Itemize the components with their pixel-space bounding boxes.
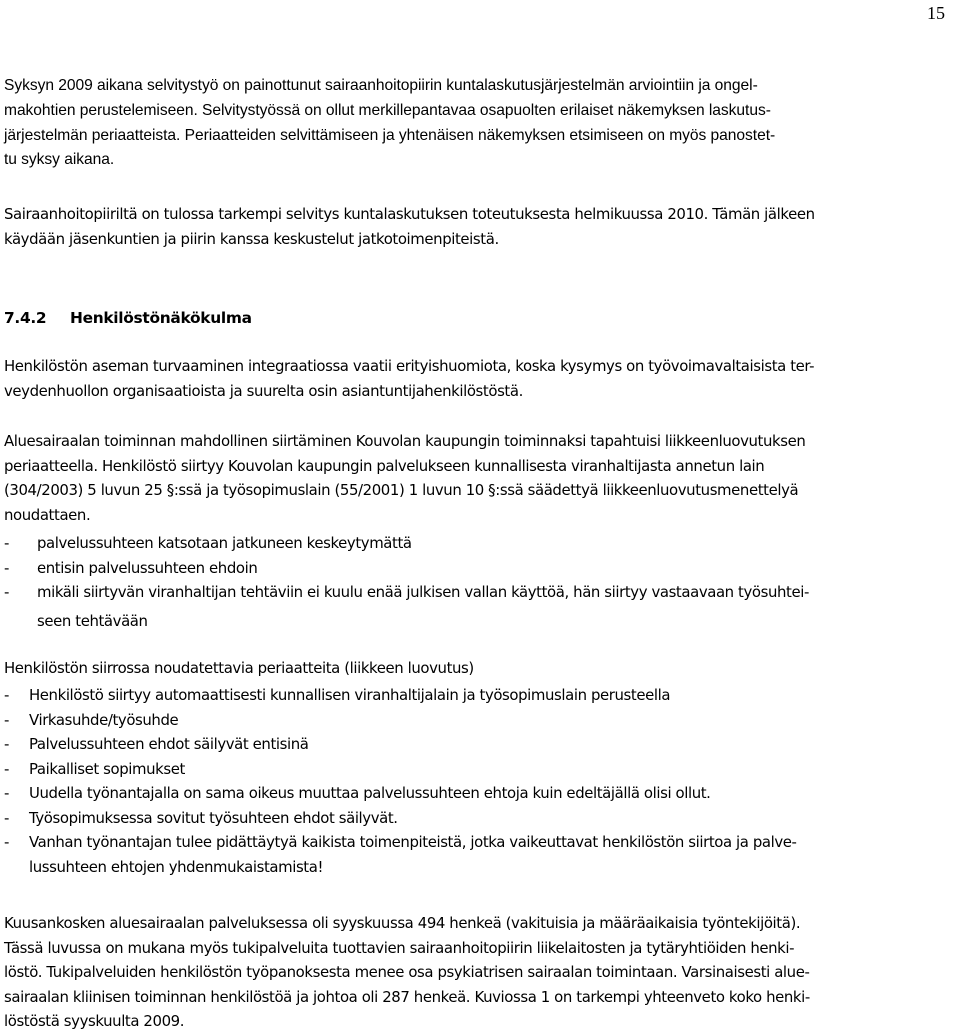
text-line: Tässä luvussa on mukana myös tukipalveluita tuottavien sairaanhoitopiirin liikelaitosten ja tytäryhtiöiden henki- <box>4 938 795 957</box>
paragraph-staff-count <box>4 911 810 1034</box>
section-heading <box>4 306 252 330</box>
text-line: periaatteella. Henkilöstö siirtyy Kouvolan kaupungin palvelukseen kunnallisesta viranhaltijasta annetun lain <box>4 456 765 475</box>
list-item <box>4 580 809 609</box>
list-dash: - <box>4 735 9 753</box>
list-item-text: Työsopimuksessa sovitut työsuhteen ehdot säilyvät. <box>29 808 398 827</box>
text-line: löstö. Tukipalveluiden henkilöstön työpanoksesta menee osa psykiatrisen sairaalan toimintaan. Varsinaisesti alue- <box>4 963 810 981</box>
list-item-text: Henkilöstö siirtyy automaattisesti kunnallisen viranhaltijalain ja työsopimuslain perusteella <box>29 686 671 704</box>
list-dash: - <box>4 759 9 778</box>
list-item <box>4 556 809 581</box>
list-item <box>4 806 797 831</box>
text-line: noudattaen. <box>4 505 91 524</box>
list-dash: - <box>4 784 9 802</box>
text-line: järjestelmän periaatteista. Periaatteiden selvittämiseen ja yhtenäisen näkemyksen etsimiseen on myös panostet- <box>4 126 776 144</box>
list-item <box>4 531 809 556</box>
paragraph-evaluation <box>4 74 775 173</box>
list-item-continuation <box>4 609 809 634</box>
text-line: Henkilöstön siirrossa noudatettavia periaatteita (liikkeen luovutus) <box>4 659 474 677</box>
list-item <box>4 683 797 708</box>
list-item-text: mikäli siirtyvän viranhaltijan tehtäviin ei kuulu enää julkisen vallan käyttöä, hän siirtyy vastaavaan työsuhtei- <box>37 583 809 601</box>
list-dash: - <box>4 534 9 552</box>
text-line: Aluesairaalan toiminnan mahdollinen siirtäminen Kouvolan kaupungin toiminnaksi tapahtuisi liikkeenluovutuksen <box>4 432 806 450</box>
list-dash: - <box>4 558 9 577</box>
text-line: Sairaanhoitopiiriltä on tulossa tarkempi selvitys kuntalaskutuksen toteutuksesta helmikuussa 2010. Tämän jälkeen <box>4 205 815 223</box>
text-line: tu syksy aikana. <box>4 151 115 169</box>
list-item-text: Virkasuhde/työsuhde <box>29 710 179 729</box>
list-dash: - <box>4 833 9 851</box>
text-line: Syksyn 2009 aikana selvitystyö on painottunut sairaanhoitopiirin kuntalaskutusjärjestelmän arviointiin ja ongel- <box>4 77 758 94</box>
text-line: veydenhuollon organisaatioista ja suurelta osin asiantuntijahenkilöstöstä. <box>4 381 523 400</box>
text-line: makohtien perustelemiseen. Selvitystyössä on ollut merkillepantavaa osapuolten erilaiset näkemyksen laskutus- <box>4 101 771 119</box>
text-line: löstöstä syyskuulta 2009. <box>4 1012 185 1030</box>
list-dash: - <box>4 583 9 601</box>
list-item-text: Palvelussuhteen ehdot säilyvät entisinä <box>29 735 309 753</box>
list-dash: - <box>4 710 9 729</box>
list-item <box>4 732 797 757</box>
list-item <box>4 830 797 855</box>
list-item-text: seen tehtävään <box>37 612 148 630</box>
list-item <box>4 781 797 806</box>
list-item-text: entisin palvelussuhteen ehdoin <box>37 558 258 577</box>
list-item-text: Uudella työnantajalla on sama oikeus muuttaa palvelussuhteen ehtoja kuin edeltäjällä olisi ollut. <box>29 784 711 802</box>
paragraph-report-schedule <box>4 202 815 251</box>
page-number: 15 <box>927 3 945 23</box>
section-number: 7.4.2 <box>4 309 47 327</box>
text-line: käydään jäsenkuntien ja piirin kanssa keskustelut jatkotoimenpiteistä. <box>4 229 499 248</box>
list-item-text: Vanhan työnantajan tulee pidättäytyä kaikista toimenpiteistä, jotka vaikeuttavat henkilöstön siirtoa ja palve- <box>29 833 797 851</box>
list-item-continuation <box>4 855 797 880</box>
list-principles <box>4 683 797 879</box>
list-transfer-conditions <box>4 531 809 634</box>
paragraph-staff-protection <box>4 354 814 403</box>
list-item-text: lussuhteen ehtojen yhdenmukaistamista! <box>29 857 324 876</box>
text-line: Kuusankosken aluesairaalan palveluksessa oli syyskuussa 494 henkeä (vakituisia ja määräaikaisia työntekijöitä). <box>4 914 801 932</box>
list-item-text: palvelussuhteen katsotaan jatkuneen keskeytymättä <box>37 534 412 552</box>
paragraph-transfer-principle <box>4 429 805 527</box>
list-dash: - <box>4 808 9 827</box>
text-line: Henkilöstön aseman turvaaminen integraatiossa vaatii erityishuomiota, koska kysymys on työvoimavaltaisista ter- <box>4 357 815 375</box>
list-dash: - <box>4 686 9 704</box>
text-line: sairaalan kliinisen toiminnan henkilöstöä ja johtoa oli 287 henkeä. Kuviossa 1 on tarkempi yhteenveto koko henki- <box>4 987 810 1006</box>
list-item-text: Paikalliset sopimukset <box>29 759 185 778</box>
list-item <box>4 757 797 782</box>
section-title: Henkilöstönäkökulma <box>70 309 252 327</box>
principles-heading <box>4 656 474 681</box>
list-item <box>4 708 797 733</box>
text-line: (304/2003) 5 luvun 25 §:ssä ja työsopimuslain (55/2001) 1 luvun 10 §:ssä säädettyä liikkeenluovutusmenettelyä <box>4 481 799 499</box>
